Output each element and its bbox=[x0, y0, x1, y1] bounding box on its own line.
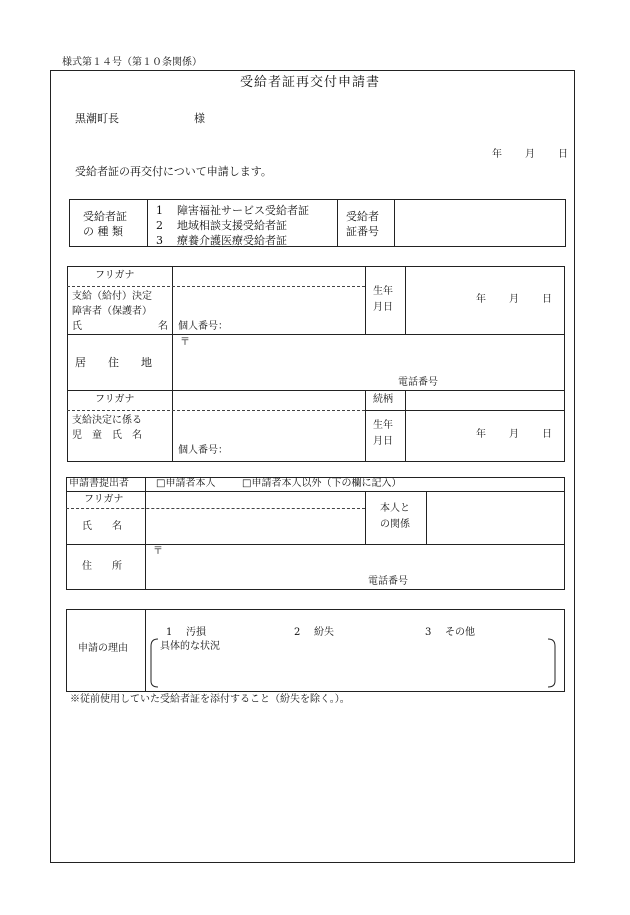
cert-type-label-2: の 種 類 bbox=[83, 225, 123, 238]
submitter-address-field[interactable] bbox=[149, 547, 561, 573]
date-month: 月 bbox=[525, 149, 535, 160]
submitter-self-checkbox[interactable]: □申請者本人 bbox=[156, 478, 216, 489]
child-birth-year: 年 bbox=[476, 429, 486, 440]
form-number: 様式第１４号（第１０条関係） bbox=[62, 57, 202, 68]
date-day: 日 bbox=[558, 149, 568, 160]
reason-detail-label: 具体的な状況 bbox=[160, 641, 220, 652]
child-furigana-label: フリガナ bbox=[95, 394, 135, 405]
cert-option-1[interactable]: 障害福祉サービス受給者証 bbox=[177, 204, 309, 217]
submitter-furigana-field[interactable] bbox=[149, 493, 362, 506]
submitter-furigana-label: フリガナ bbox=[84, 494, 124, 505]
cert-type-label: 受給者証 bbox=[83, 210, 127, 223]
addressee-honorific: 様 bbox=[194, 112, 205, 125]
cert-number-field[interactable] bbox=[398, 202, 562, 244]
cert-number-label: 受給者 bbox=[346, 210, 379, 223]
submitter-relation-field[interactable] bbox=[430, 494, 561, 541]
applicant-name-label-3b: 名 bbox=[158, 321, 168, 332]
applicant-address-field[interactable] bbox=[176, 337, 561, 375]
submitter-postal-mark: 〒 bbox=[153, 546, 163, 557]
applicant-birth-day: 日 bbox=[542, 294, 552, 305]
applicant-address-label: 居 住 地 bbox=[75, 356, 152, 369]
child-furigana-field[interactable] bbox=[176, 392, 362, 408]
child-name-label-2: 児 童 氏 名 bbox=[72, 430, 142, 441]
applicant-name-label-3a: 氏 bbox=[72, 321, 82, 332]
submitter-relation-label-2: の関係 bbox=[380, 519, 410, 530]
applicant-phone-label: 電話番号 bbox=[398, 377, 438, 388]
applicant-furigana-label: フリガナ bbox=[95, 270, 135, 281]
child-relation-field[interactable] bbox=[409, 392, 561, 408]
cert-option-2[interactable]: 地域相談支援受給者証 bbox=[177, 219, 287, 232]
child-birth-month: 月 bbox=[509, 429, 519, 440]
submitter-address-label: 住 所 bbox=[82, 561, 122, 572]
reason-option-2-num: 2 bbox=[294, 627, 301, 638]
reason-detail-field[interactable] bbox=[158, 656, 550, 684]
child-birth-label: 生年 bbox=[373, 420, 393, 431]
applicant-postal-mark: 〒 bbox=[180, 337, 190, 348]
cert-option-1-num: 1 bbox=[156, 204, 163, 217]
reason-option-3[interactable]: その他 bbox=[445, 627, 475, 638]
child-relation-label: 続柄 bbox=[373, 394, 393, 405]
reason-option-1[interactable]: 汚損 bbox=[186, 627, 206, 638]
attachment-note: ※従前使用していた受給者証を添付すること（紛失を除く。）。 bbox=[70, 694, 350, 705]
reason-option-2[interactable]: 紛失 bbox=[314, 627, 334, 638]
cert-option-3-num: 3 bbox=[156, 234, 163, 247]
outer-frame bbox=[50, 70, 575, 863]
cert-number-label-2: 証番号 bbox=[346, 225, 379, 238]
reason-option-3-num: 3 bbox=[425, 627, 432, 638]
applicant-birth-label-2: 月日 bbox=[373, 302, 393, 313]
cert-option-3[interactable]: 療養介護医療受給者証 bbox=[177, 234, 287, 247]
cert-option-2-num: 2 bbox=[156, 219, 163, 232]
submitter-other-checkbox[interactable]: □申請者本人以外（下の欄に記入） bbox=[242, 478, 402, 489]
reason-option-1-num: 1 bbox=[166, 627, 173, 638]
addressee-town: 黒潮町長 bbox=[75, 112, 119, 125]
applicant-birth-year: 年 bbox=[476, 294, 486, 305]
applicant-name-label: 支給（給付）決定 bbox=[72, 291, 152, 302]
submitter-label: 申請書提出者 bbox=[69, 478, 129, 489]
applicant-furigana-field[interactable] bbox=[176, 268, 362, 284]
date-year: 年 bbox=[492, 149, 502, 160]
child-birth-label-2: 月日 bbox=[373, 436, 393, 447]
submitter-relation-label: 本人と bbox=[380, 503, 410, 514]
applicant-birth-month: 月 bbox=[509, 294, 519, 305]
page-title: 受給者証再交付申請書 bbox=[240, 75, 381, 90]
child-personal-number[interactable]: 個人番号： bbox=[178, 445, 228, 456]
intro-text: 受給者証の再交付について申請します。 bbox=[75, 165, 272, 178]
submitter-name-label: 氏 名 bbox=[82, 521, 122, 532]
submitter-phone-label: 電話番号 bbox=[368, 576, 408, 587]
child-birth-day: 日 bbox=[542, 429, 552, 440]
reason-label: 申請の理由 bbox=[78, 643, 128, 654]
submitter-name-field[interactable] bbox=[149, 511, 362, 541]
child-name-label: 支給決定に係る bbox=[72, 415, 142, 426]
applicant-birth-label: 生年 bbox=[373, 286, 393, 297]
applicant-personal-number[interactable]: 個人番号： bbox=[178, 321, 228, 332]
applicant-name-label-2: 障害者（保護者） bbox=[72, 306, 152, 317]
